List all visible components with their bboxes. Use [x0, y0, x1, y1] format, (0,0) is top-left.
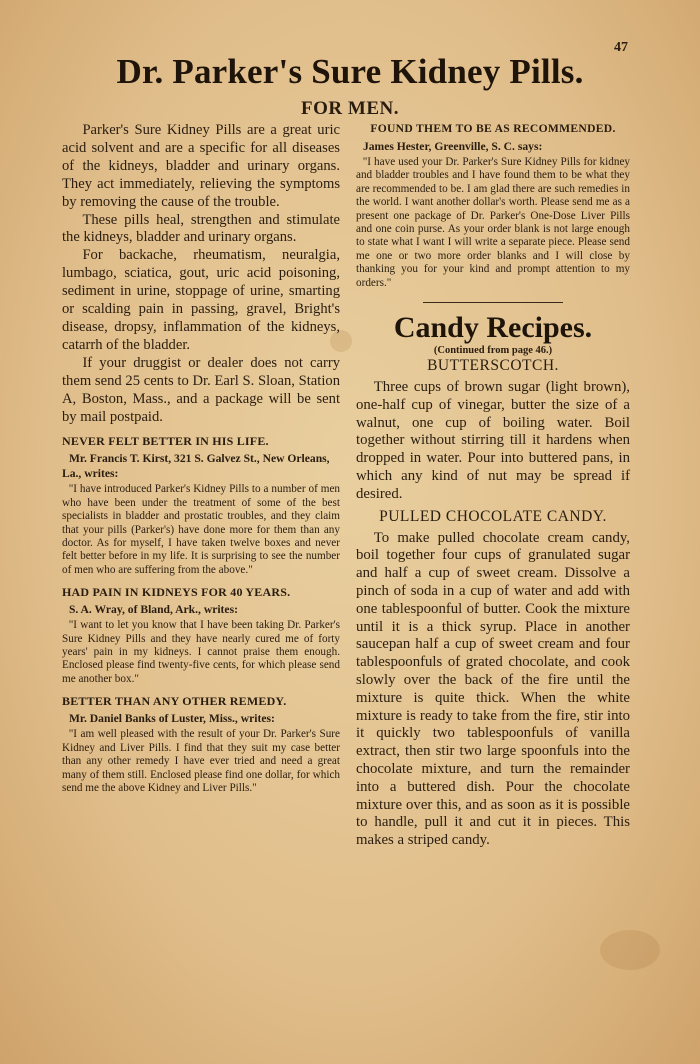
- right-column: [356, 122, 630, 854]
- section-divider: [423, 302, 563, 303]
- conditions-paragraph: For backache, rheumatism, neuralgia, lumbago, sciatica, gout, uric acid poisoning, sediment in urine, stoppage of urine, smarting or scalding pain in passing, gravel, Bright's disease, dropsy, inflammation of the kidneys, catarrh of the bladder.: [62, 247, 340, 353]
- page-number: 47: [614, 40, 628, 55]
- testimonial-byline: S. A. Wray, of Bland, Ark., writes:: [68, 603, 238, 617]
- testimonial-text: "I want to let you know that I have been taking Dr. Parker's Sure Kidney Pills and they have nearly cured me of forty years' pain in my kidneys. I cannot praise them enough. Enclosed please find twenty-five cents, for which please send me another box.": [62, 619, 340, 685]
- testimonial-heading: BETTER THAN ANY OTHER REMEDY.: [62, 694, 287, 709]
- recipe-title: BUTTERSCOTCH.: [427, 357, 559, 375]
- recipe: [356, 357, 630, 504]
- testimonial-heading: HAD PAIN IN KIDNEYS FOR 40 YEARS.: [62, 585, 291, 600]
- recipe-title: PULLED CHOCOLATE CANDY.: [379, 507, 607, 525]
- testimonial: [62, 585, 340, 686]
- recipe-text: To make pulled chocolate cream candy, boil together four cups of granulated sugar and half a cup of sweet cream. Dissolve a pinch of soda in a cup of water and add with one tablespoonful of butter. Cook the mixture until it is a thick syrup. Place in another saucepan half a cup of sweet cream and four tablespoonfuls of grated chocolate, and cook slowly over the back of the fire until the mixture is quite thick. When the white mixture is ready to take from the fire, stir into it quickly two tablespoonfuls of vanilla extract, then stir two large spoonfuls into the chocolate mixture, and turn the remainder into a buttered dish. Pour the chocolate mixture over this, and as soon as it is possible to handle, pull it and cut it in pieces. This makes a striped candy.: [356, 529, 630, 849]
- testimonial: [62, 694, 340, 795]
- ordering-paragraph: If your druggist or dealer does not carry them send 25 cents to Dr. Earl S. Sloan, Station A, Boston, Mass., and a package will be sent by mail postpaid.: [62, 354, 340, 425]
- continued-note: (Continued from page 46.): [433, 345, 553, 357]
- page-title: Dr. Parker's Sure Kidney Pills.: [116, 52, 584, 91]
- page-subtitle: FOR MEN.: [301, 98, 399, 119]
- left-column: [62, 122, 340, 795]
- testimonial: [62, 434, 340, 577]
- candy-recipes-title: Candy Recipes.: [393, 311, 593, 345]
- paper-stain: [600, 930, 660, 970]
- testimonial-byline: Mr. Daniel Banks of Luster, Miss., writes:: [68, 712, 275, 726]
- testimonial-byline: Mr. Francis T. Kirst, 321 S. Galvez St., New Orleans, La., writes:: [62, 452, 330, 481]
- testimonial-byline: James Hester, Greenville, S. C. says:: [362, 140, 543, 153]
- benefits-paragraph: These pills heal, strengthen and stimulate the kidneys, bladder and urinary organs.: [62, 211, 340, 246]
- recipe: [356, 508, 630, 850]
- recipe-text: Three cups of brown sugar (light brown), one-half cup of vinegar, butter the size of a walnut, one cup of boiling water. Boil together without stirring till it hardens when dropped in water. Pour into buttered pans, in which any kind of nut may be spread if desired.: [356, 379, 630, 502]
- testimonial-heading: NEVER FELT BETTER IN HIS LIFE.: [62, 434, 269, 449]
- testimonial-heading: FOUND THEM TO BE AS RECOMMENDED.: [370, 122, 616, 135]
- testimonial-text: "I am well pleased with the result of your Dr. Parker's Sure Kidney and Liver Pills. I find that they suit my case better than any other remedy I have ever tried and need a great many of them still. Enclosed please find one dollar, for which send me the above Kidney and Liver Pills.": [62, 728, 340, 794]
- intro-paragraph: Parker's Sure Kidney Pills are a great uric acid solvent and are a specific for all diseases of the kidneys, bladder and urinary organs. They act immediately, relieving the symptoms by removing the cause of the trouble.: [62, 122, 340, 210]
- testimonial-text: "I have introduced Parker's Kidney Pills to a number of men who have been under the treatment of some of the best specialists in bladder and prostatic troubles, and they claim that your pills (Parker's) have done more for them than any doctor. As for myself, I have taken twelve boxes and never felt better before in my life. It is surprising to see the number of men who are suffering from the above.": [62, 483, 340, 576]
- testimonial-text: "I have used your Dr. Parker's Sure Kidney Pills for kidney and bladder troubles and I have found them to be what they are recommended to be. I am glad there are such remedies in the world. I want another dollar's worth. Please send me as a present one package of Dr. Parker's One-Dose Liver Pills and one coin purse. As your order blank is not large enough to state what I want I will write a separate piece. Please send me one or two more order blanks and I will close by thanking you for your kind and prompt attention to my orders.": [356, 156, 630, 289]
